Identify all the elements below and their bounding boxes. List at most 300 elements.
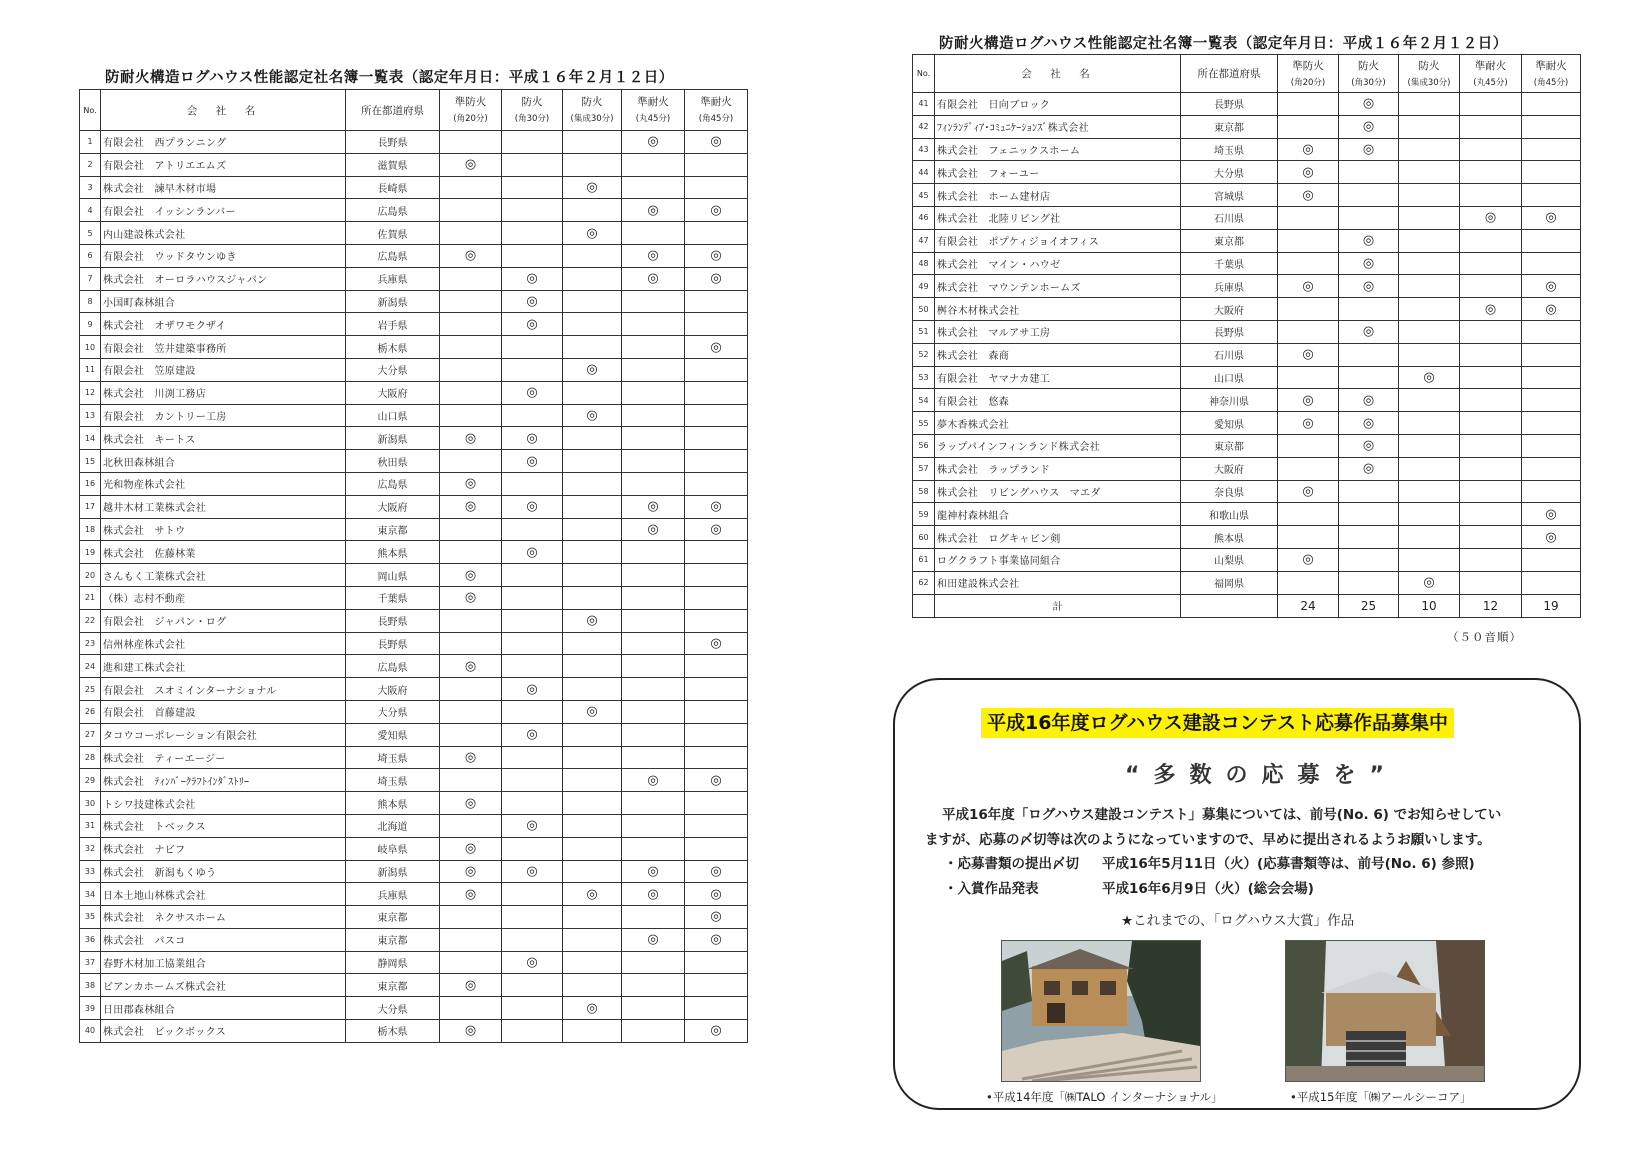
certification-cell-4: [1460, 275, 1522, 298]
row-number: 55: [913, 412, 935, 435]
certified-mark-icon: ◎: [464, 863, 477, 879]
table-row: [80, 244, 748, 267]
certification-cell-3: [563, 974, 622, 997]
certification-cell-3: [563, 1020, 622, 1043]
prefecture: 長野県: [346, 131, 440, 154]
prefecture: 北海道: [346, 814, 440, 837]
certified-mark-icon: ◎: [526, 818, 538, 834]
certification-cell-5: [685, 723, 748, 746]
table-row: [80, 1020, 748, 1043]
certification-cell-1: [1278, 138, 1339, 161]
row-number: 50: [913, 298, 935, 321]
certification-cell-1: [440, 814, 502, 837]
row-number: 24: [80, 655, 101, 678]
category-sublabel: (角20分): [453, 114, 488, 124]
certification-cell-1: [440, 358, 502, 381]
table-row: [913, 434, 1581, 457]
certification-cell-3: [563, 404, 622, 427]
certification-cell-5: [1522, 138, 1581, 161]
certification-cell-1: [440, 700, 502, 723]
company-name: 有限会社 西プランニング: [101, 131, 346, 154]
certification-cell-5: [1522, 366, 1581, 389]
certified-mark-icon: ◎: [526, 385, 538, 401]
certification-cell-3: [563, 906, 622, 929]
category-label: 準耐火: [700, 96, 732, 108]
certification-cell-1: [440, 176, 502, 199]
prefecture: 大分県: [346, 700, 440, 723]
row-number: 34: [80, 883, 101, 906]
category-sublabel: (角30分): [514, 114, 550, 124]
column-header-prefecture: 所在都道府県: [346, 90, 440, 131]
certification-cell-3: [1399, 480, 1460, 503]
certified-mark-icon: ◎: [1362, 392, 1375, 408]
column-header-category-4: [622, 90, 685, 131]
column-header-no: No.: [913, 55, 935, 93]
certification-cell-2: [502, 609, 563, 632]
company-name: 有限会社 ポプケィジョイオフィス: [935, 229, 1181, 252]
prefecture: 東京都: [1181, 434, 1278, 457]
certification-cell-4: [622, 655, 685, 678]
certification-cell-2: [502, 244, 563, 267]
certification-cell-1: [440, 336, 502, 359]
certification-cell-1: [440, 244, 502, 267]
row-number: 51: [913, 320, 935, 343]
certification-cell-2: [1339, 480, 1399, 503]
certification-cell-5: [685, 792, 748, 815]
certification-cell-3: [563, 997, 622, 1020]
certification-cell-5: [685, 586, 748, 609]
certification-cell-2: [502, 290, 563, 313]
prefecture: 広島県: [346, 244, 440, 267]
row-number: 44: [913, 161, 935, 184]
page-title-left: 防耐火構造ログハウス性能認定社名簿一覧表（認定年月日：平成１６年２月１２日）: [105, 70, 674, 86]
prefecture: 埼玉県: [346, 769, 440, 792]
row-number: 13: [80, 404, 101, 427]
company-name: 株式会社 マウンテンホームズ: [935, 275, 1181, 298]
certification-cell-3: [1399, 93, 1460, 116]
certification-cell-4: [622, 472, 685, 495]
prefecture: 兵庫県: [346, 883, 440, 906]
prefecture: 山口県: [346, 404, 440, 427]
certification-cell-3: [563, 472, 622, 495]
certified-mark-icon: ◎: [1484, 210, 1497, 226]
prefecture: 岐阜県: [346, 837, 440, 860]
certification-cell-5: [1522, 275, 1581, 298]
certification-cell-1: [1278, 434, 1339, 457]
row-number: 23: [80, 632, 101, 655]
certification-cell-2: [502, 427, 563, 450]
certification-cell-3: [1399, 252, 1460, 275]
order-note: （５０音順）: [1447, 630, 1522, 644]
certification-cell-3: [563, 450, 622, 473]
certification-cell-2: [502, 381, 563, 404]
certification-cell-3: [563, 495, 622, 518]
certified-mark-icon: ◎: [647, 499, 659, 515]
certification-cell-3: [1399, 161, 1460, 184]
certification-cell-3: [563, 267, 622, 290]
certified-mark-icon: ◎: [464, 499, 477, 515]
table-row: [913, 298, 1581, 321]
company-name: 有限会社 ヤマナカ建工: [935, 366, 1181, 389]
certification-cell-3: [1399, 526, 1460, 549]
certification-cell-2: [1339, 161, 1399, 184]
table-row: [80, 267, 748, 290]
certified-mark-icon: ◎: [1302, 164, 1314, 180]
certification-cell-1: [440, 472, 502, 495]
certification-cell-5: [1522, 320, 1581, 343]
certified-mark-icon: ◎: [526, 863, 538, 879]
certified-mark-icon: ◎: [1423, 369, 1435, 385]
certification-cell-5: [1522, 503, 1581, 526]
column-header-category-3: [1399, 55, 1460, 93]
table-row: [913, 229, 1581, 252]
prefecture: 埼玉県: [346, 746, 440, 769]
certification-cell-4: [622, 244, 685, 267]
certification-cell-5: [1522, 389, 1581, 412]
certified-mark-icon: ◎: [1545, 301, 1557, 317]
certification-cell-4: [622, 997, 685, 1020]
certification-cell-1: [1278, 161, 1339, 184]
certification-cell-5: [1522, 184, 1581, 207]
certification-cell-4: [1460, 526, 1522, 549]
company-name: 光和物産株式会社: [101, 472, 346, 495]
company-name: 株式会社 新潟もくゆう: [101, 860, 346, 883]
row-number: 49: [913, 275, 935, 298]
company-name: 株式会社 フェニックスホーム: [935, 138, 1181, 161]
certification-cell-5: [685, 541, 748, 564]
table-row: [80, 450, 748, 473]
prefecture: 埼玉県: [1181, 138, 1278, 161]
certification-cell-1: [1278, 252, 1339, 275]
certification-cell-2: [502, 951, 563, 974]
certified-mark-icon: ◎: [1362, 96, 1375, 112]
contest-slogan: “多数の応募を”: [1125, 763, 1398, 788]
certification-cell-5: [685, 906, 748, 929]
certification-cell-3: [563, 678, 622, 701]
certified-mark-icon: ◎: [647, 521, 659, 537]
certification-cell-4: [622, 928, 685, 951]
prefecture: 宮城県: [1181, 184, 1278, 207]
prefecture: 東京都: [346, 928, 440, 951]
table-row: [913, 548, 1581, 571]
prefecture: 長野県: [346, 632, 440, 655]
prefecture: 熊本県: [1181, 526, 1278, 549]
prefecture: 神奈川県: [1181, 389, 1278, 412]
total-count-3: 10: [1399, 594, 1460, 617]
total-count-4: 12: [1460, 594, 1522, 617]
certified-mark-icon: ◎: [647, 134, 659, 150]
company-name: 有限会社 ウッドタウンゆき: [101, 244, 346, 267]
company-name: タコウコーポレーション有限会社: [101, 723, 346, 746]
certification-cell-4: [1460, 503, 1522, 526]
certified-mark-icon: ◎: [586, 704, 598, 720]
prefecture: 大阪府: [1181, 457, 1278, 480]
certification-cell-3: [1399, 412, 1460, 435]
table-row: [80, 951, 748, 974]
certified-mark-icon: ◎: [464, 977, 477, 993]
certification-cell-1: [440, 290, 502, 313]
company-name: 株式会社 森商: [935, 343, 1181, 366]
certification-cell-5: [685, 746, 748, 769]
row-number: 58: [913, 480, 935, 503]
table-row: [80, 290, 748, 313]
row-number: 9: [80, 313, 101, 336]
company-name: 有限会社 悠森: [935, 389, 1181, 412]
prefecture: 長野県: [1181, 320, 1278, 343]
certification-cell-2: [502, 883, 563, 906]
photo-caption-2003: •平成15年度「㈱アールシーコア」: [1290, 1090, 1472, 1104]
certification-cell-1: [1278, 480, 1339, 503]
certification-cell-4: [622, 837, 685, 860]
certification-cell-3: [563, 176, 622, 199]
certification-cell-3: [1399, 275, 1460, 298]
company-name: 株式会社 オザワモクザイ: [101, 313, 346, 336]
table-row: [80, 404, 748, 427]
certification-cell-5: [1522, 93, 1581, 116]
certification-cell-4: [622, 313, 685, 336]
certification-cell-2: [502, 495, 563, 518]
prefecture: 長野県: [346, 609, 440, 632]
certification-cell-3: [563, 518, 622, 541]
certification-cell-1: [1278, 366, 1339, 389]
certification-cell-4: [622, 632, 685, 655]
row-number: 30: [80, 792, 101, 815]
certified-mark-icon: ◎: [710, 202, 722, 218]
prefecture: 新潟県: [346, 290, 440, 313]
certification-cell-5: [685, 518, 748, 541]
table-row: [80, 131, 748, 154]
certification-cell-4: [1460, 480, 1522, 503]
company-name: 株式会社 ログキャビン剣: [935, 526, 1181, 549]
company-name: 株式会社 ビックボックス: [101, 1020, 346, 1043]
certified-mark-icon: ◎: [647, 863, 659, 879]
certification-cell-3: [563, 290, 622, 313]
certification-cell-4: [622, 951, 685, 974]
category-sublabel: (角30分): [1351, 77, 1386, 88]
certification-cell-4: [622, 199, 685, 222]
company-name: 株式会社 川渕工務店: [101, 381, 346, 404]
certification-cell-3: [563, 746, 622, 769]
announce-label: ・入賞作品発表: [944, 881, 1039, 897]
certified-mark-icon: ◎: [586, 362, 598, 378]
certification-cell-1: [440, 997, 502, 1020]
certification-cell-1: [440, 974, 502, 997]
certified-mark-icon: ◎: [710, 271, 722, 287]
company-name: 株式会社 フォーユー: [935, 161, 1181, 184]
certification-cell-3: [1399, 389, 1460, 412]
certification-cell-4: [1460, 320, 1522, 343]
certified-mark-icon: ◎: [710, 339, 722, 355]
certification-cell-2: [1339, 138, 1399, 161]
certification-cell-4: [622, 404, 685, 427]
certification-cell-5: [685, 290, 748, 313]
certification-cell-1: [440, 723, 502, 746]
certification-cell-2: [502, 655, 563, 678]
certification-cell-3: [563, 427, 622, 450]
certification-cell-5: [1522, 206, 1581, 229]
certification-cell-2: [502, 928, 563, 951]
table-row: [80, 814, 748, 837]
prefecture: 熊本県: [346, 541, 440, 564]
row-number: 33: [80, 860, 101, 883]
certification-cell-4: [1460, 298, 1522, 321]
company-name: 株式会社 マイン・ハウゼ: [935, 252, 1181, 275]
certified-mark-icon: ◎: [647, 271, 659, 287]
certification-cell-5: [1522, 548, 1581, 571]
certified-mark-icon: ◎: [647, 772, 659, 788]
prefecture: 大分県: [346, 997, 440, 1020]
certification-cell-2: [1339, 298, 1399, 321]
certification-cell-3: [563, 358, 622, 381]
certification-cell-4: [622, 176, 685, 199]
certified-mark-icon: ◎: [1545, 210, 1557, 226]
certification-cell-4: [1460, 93, 1522, 116]
company-name: 和田建設株式会社: [935, 571, 1181, 594]
table-row: [80, 700, 748, 723]
table-row: [80, 974, 748, 997]
table-row: [913, 275, 1581, 298]
certification-cell-1: [440, 199, 502, 222]
past-winners-heading: ★これまでの、「ログハウス大賞」作品: [1121, 913, 1355, 929]
company-name: （株）志村不動産: [101, 586, 346, 609]
table-row: [80, 860, 748, 883]
certification-cell-2: [502, 131, 563, 154]
certified-mark-icon: ◎: [526, 955, 538, 971]
company-name: 有限会社 笠井建築事務所: [101, 336, 346, 359]
certification-cell-5: [1522, 457, 1581, 480]
certification-cell-2: [502, 358, 563, 381]
table-row: [80, 883, 748, 906]
certification-cell-2: [502, 792, 563, 815]
row-number: 20: [80, 564, 101, 587]
category-label: 防火: [521, 96, 543, 108]
certified-mark-icon: ◎: [464, 658, 477, 674]
certification-cell-4: [622, 860, 685, 883]
row-number: 16: [80, 472, 101, 495]
certification-cell-2: [502, 404, 563, 427]
certified-mark-icon: ◎: [464, 248, 477, 264]
certified-mark-icon: ◎: [464, 590, 477, 606]
certification-cell-5: [685, 632, 748, 655]
certification-cell-1: [440, 837, 502, 860]
certification-cell-1: [1278, 389, 1339, 412]
company-name: 有限会社 ジャパン・ログ: [101, 609, 346, 632]
row-number: 59: [913, 503, 935, 526]
certification-cell-4: [622, 700, 685, 723]
certification-cell-3: [563, 153, 622, 176]
certification-cell-2: [1339, 93, 1399, 116]
photo-log-house-2003: [1285, 940, 1485, 1082]
certification-cell-2: [502, 769, 563, 792]
certified-mark-icon: ◎: [526, 271, 538, 287]
certification-cell-2: [1339, 434, 1399, 457]
prefecture: 東京都: [1181, 229, 1278, 252]
certification-cell-2: [502, 586, 563, 609]
table-row: [80, 518, 748, 541]
table-row: [80, 837, 748, 860]
prefecture: 兵庫県: [1181, 275, 1278, 298]
certification-cell-2: [502, 153, 563, 176]
certification-cell-5: [685, 176, 748, 199]
prefecture: 大阪府: [1181, 298, 1278, 321]
category-sublabel: (角45分): [1533, 77, 1569, 88]
company-name: 株式会社 キートス: [101, 427, 346, 450]
company-name: 進和建工株式会社: [101, 655, 346, 678]
certification-cell-4: [1460, 343, 1522, 366]
certification-cell-4: [622, 769, 685, 792]
certification-cell-1: [440, 678, 502, 701]
certification-cell-2: [502, 678, 563, 701]
certification-cell-4: [622, 609, 685, 632]
certification-cell-5: [685, 814, 748, 837]
certification-cell-1: [440, 518, 502, 541]
certified-mark-icon: ◎: [710, 1023, 722, 1039]
table-row: [913, 366, 1581, 389]
company-name: ログクラフト事業協同組合: [935, 548, 1181, 571]
certification-cell-4: [622, 495, 685, 518]
row-number: 7: [80, 267, 101, 290]
certification-cell-5: [1522, 229, 1581, 252]
certification-cell-1: [1278, 115, 1339, 138]
certification-cell-1: [1278, 548, 1339, 571]
row-number: 1: [80, 131, 101, 154]
category-sublabel: (集成30分): [1407, 77, 1451, 88]
row-number: 60: [913, 526, 935, 549]
certification-cell-3: [563, 860, 622, 883]
prefecture: 広島県: [346, 199, 440, 222]
prefecture: 佐賀県: [346, 222, 440, 245]
certification-cell-5: [685, 358, 748, 381]
certification-cell-3: [1399, 184, 1460, 207]
company-name: 株式会社 ネクサスホーム: [101, 906, 346, 929]
row-number: 11: [80, 358, 101, 381]
certification-cell-5: [685, 313, 748, 336]
certification-cell-2: [502, 450, 563, 473]
certification-cell-2: [1339, 366, 1399, 389]
company-name: トシワ技建株式会社: [101, 792, 346, 815]
row-number: 26: [80, 700, 101, 723]
row-number: 32: [80, 837, 101, 860]
certification-cell-5: [1522, 412, 1581, 435]
row-number: 41: [913, 93, 935, 116]
certification-cell-2: [502, 906, 563, 929]
row-number: 21: [80, 586, 101, 609]
certification-cell-1: [440, 586, 502, 609]
table-row: [80, 472, 748, 495]
certification-cell-4: [1460, 184, 1522, 207]
certified-mark-icon: ◎: [1362, 233, 1375, 249]
prefecture: 大阪府: [346, 381, 440, 404]
row-number: 52: [913, 343, 935, 366]
certified-mark-icon: ◎: [1545, 278, 1557, 294]
certification-cell-1: [1278, 229, 1339, 252]
certification-cell-5: [685, 564, 748, 587]
prefecture: 福岡県: [1181, 571, 1278, 594]
row-number: 19: [80, 541, 101, 564]
certification-cell-3: [563, 928, 622, 951]
certification-cell-5: [685, 997, 748, 1020]
certification-cell-4: [622, 153, 685, 176]
prefecture: 千葉県: [1181, 252, 1278, 275]
certification-cell-4: [1460, 252, 1522, 275]
certified-mark-icon: ◎: [464, 1023, 477, 1039]
certification-cell-4: [1460, 206, 1522, 229]
certified-mark-icon: ◎: [710, 499, 722, 515]
category-sublabel: (角20分): [1290, 77, 1326, 88]
row-number: 43: [913, 138, 935, 161]
certification-cell-1: [440, 906, 502, 929]
category-label: 準防火: [454, 96, 487, 108]
